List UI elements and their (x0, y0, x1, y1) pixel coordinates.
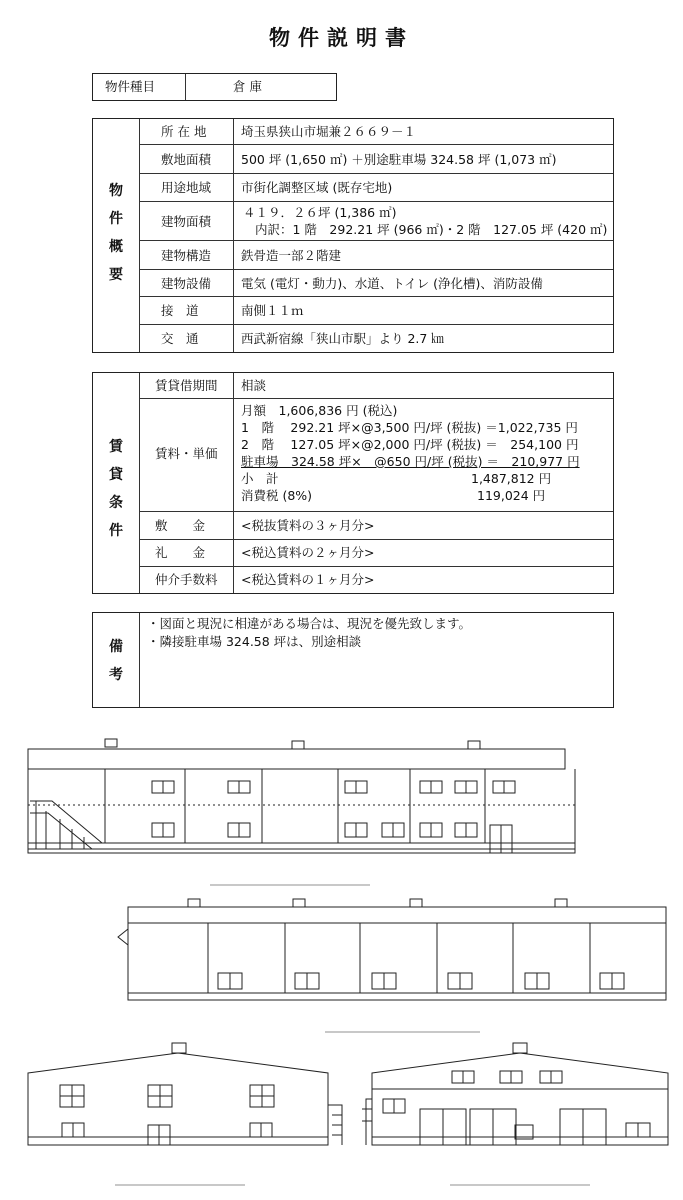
lease-value-deposit: <税抜賃料の３ヶ月分> (241, 518, 375, 533)
elevation-3 (28, 1043, 342, 1185)
lease-value-brokerage: <税込賃料の１ヶ月分> (241, 572, 375, 587)
rent-subtotal-label: 小 計 (241, 471, 279, 486)
overview-label-road: 接 道 (161, 303, 199, 318)
property-type-label: 物件種目 (105, 79, 156, 94)
overview-value-building-breakdown: 内訳：1 階 292.21 坪 (966 ㎡)・2 階 127.05 坪 (420 ㎡) (255, 222, 608, 237)
remark-line-1: ・図面と現況に相違がある場合は、現況を優先致します。 (147, 616, 472, 631)
overview-value-structure: 鉄骨造一部２階建 (241, 248, 342, 263)
overview-label-site-area: 敷地面積 (161, 152, 212, 167)
lease-label-brokerage: 仲介手数料 (155, 572, 218, 587)
elevation-4 (362, 1043, 668, 1185)
rent-line-floor2: 2 階 127.05 坪×@2,000 円/坪 (税抜) ＝ 254,100 円 (241, 437, 579, 452)
overview-value-zoning: 市街化調整区域 (既存宅地) (241, 180, 393, 195)
overview-table (92, 118, 614, 353)
overview-value-site-area: 500 坪 (1,650 ㎡) ＋別途駐車場 324.58 坪 (1,073 ㎡) (241, 152, 557, 167)
property-type-box (92, 73, 337, 101)
overview-label-zoning: 用途地域 (161, 180, 212, 195)
elevation-2 (118, 899, 666, 1032)
overview-label-location: 所 在 地 (161, 124, 207, 139)
lease-label-deposit: 敷 金 (155, 518, 206, 533)
remark-line-2: ・隣接駐車場 324.58 坪は、別途相談 (147, 634, 362, 649)
rent-line-floor1: 1 階 292.21 坪×@3,500 円/坪 (税抜) ＝1,022,735 円 (241, 420, 578, 435)
overview-value-building-area: ４１９．２６坪 (1,386 ㎡) (243, 205, 397, 220)
elevation-drawings (0, 725, 683, 1200)
overview-value-transport: 西武新宿線「狭山市駅」より 2.7 ㎞ (241, 331, 444, 346)
lease-table (92, 372, 614, 594)
lease-label-period: 賃貸借期間 (155, 378, 218, 393)
lease-label-rent: 賃料・単価 (155, 446, 218, 461)
remarks-section-label: 備 考 (109, 639, 123, 683)
overview-label-building-area: 建物面積 (161, 214, 212, 229)
remarks-box (92, 612, 614, 708)
overview-section-label: 物 件 概 要 (109, 183, 123, 283)
elevation-1 (28, 739, 575, 885)
lease-value-period: 相談 (241, 378, 267, 393)
property-type-value: 倉 庫 (233, 79, 262, 94)
overview-value-road: 南側１１ｍ (241, 303, 304, 318)
rent-tax-value: 119,024 円 (477, 488, 546, 503)
lease-value-key-money: <税込賃料の２ヶ月分> (241, 545, 375, 560)
lease-label-key-money: 礼 金 (155, 545, 206, 560)
overview-label-transport: 交 通 (161, 331, 199, 346)
overview-value-location: 埼玉県狭山市堀兼２６６９－１ (241, 124, 417, 139)
rent-subtotal-value: 1,487,812 円 (471, 471, 552, 486)
lease-section-label: 賃 貸 条 件 (109, 439, 123, 539)
overview-label-structure: 建物構造 (161, 248, 212, 263)
rent-line-monthly: 月額 1,606,836 円 (税込) (241, 403, 398, 418)
rent-tax-label: 消費税 (8%) (241, 488, 313, 503)
overview-label-equipment: 建物設備 (161, 276, 212, 291)
overview-value-equipment: 電気 (電灯・動力)、水道、トイレ (浄化槽)、消防設備 (241, 276, 543, 291)
document-title: 物件説明書 (269, 26, 414, 50)
rent-line-parking: 駐車場 324.58 坪× @650 円/坪 (税抜) ＝ 210,977 円 (241, 454, 580, 469)
